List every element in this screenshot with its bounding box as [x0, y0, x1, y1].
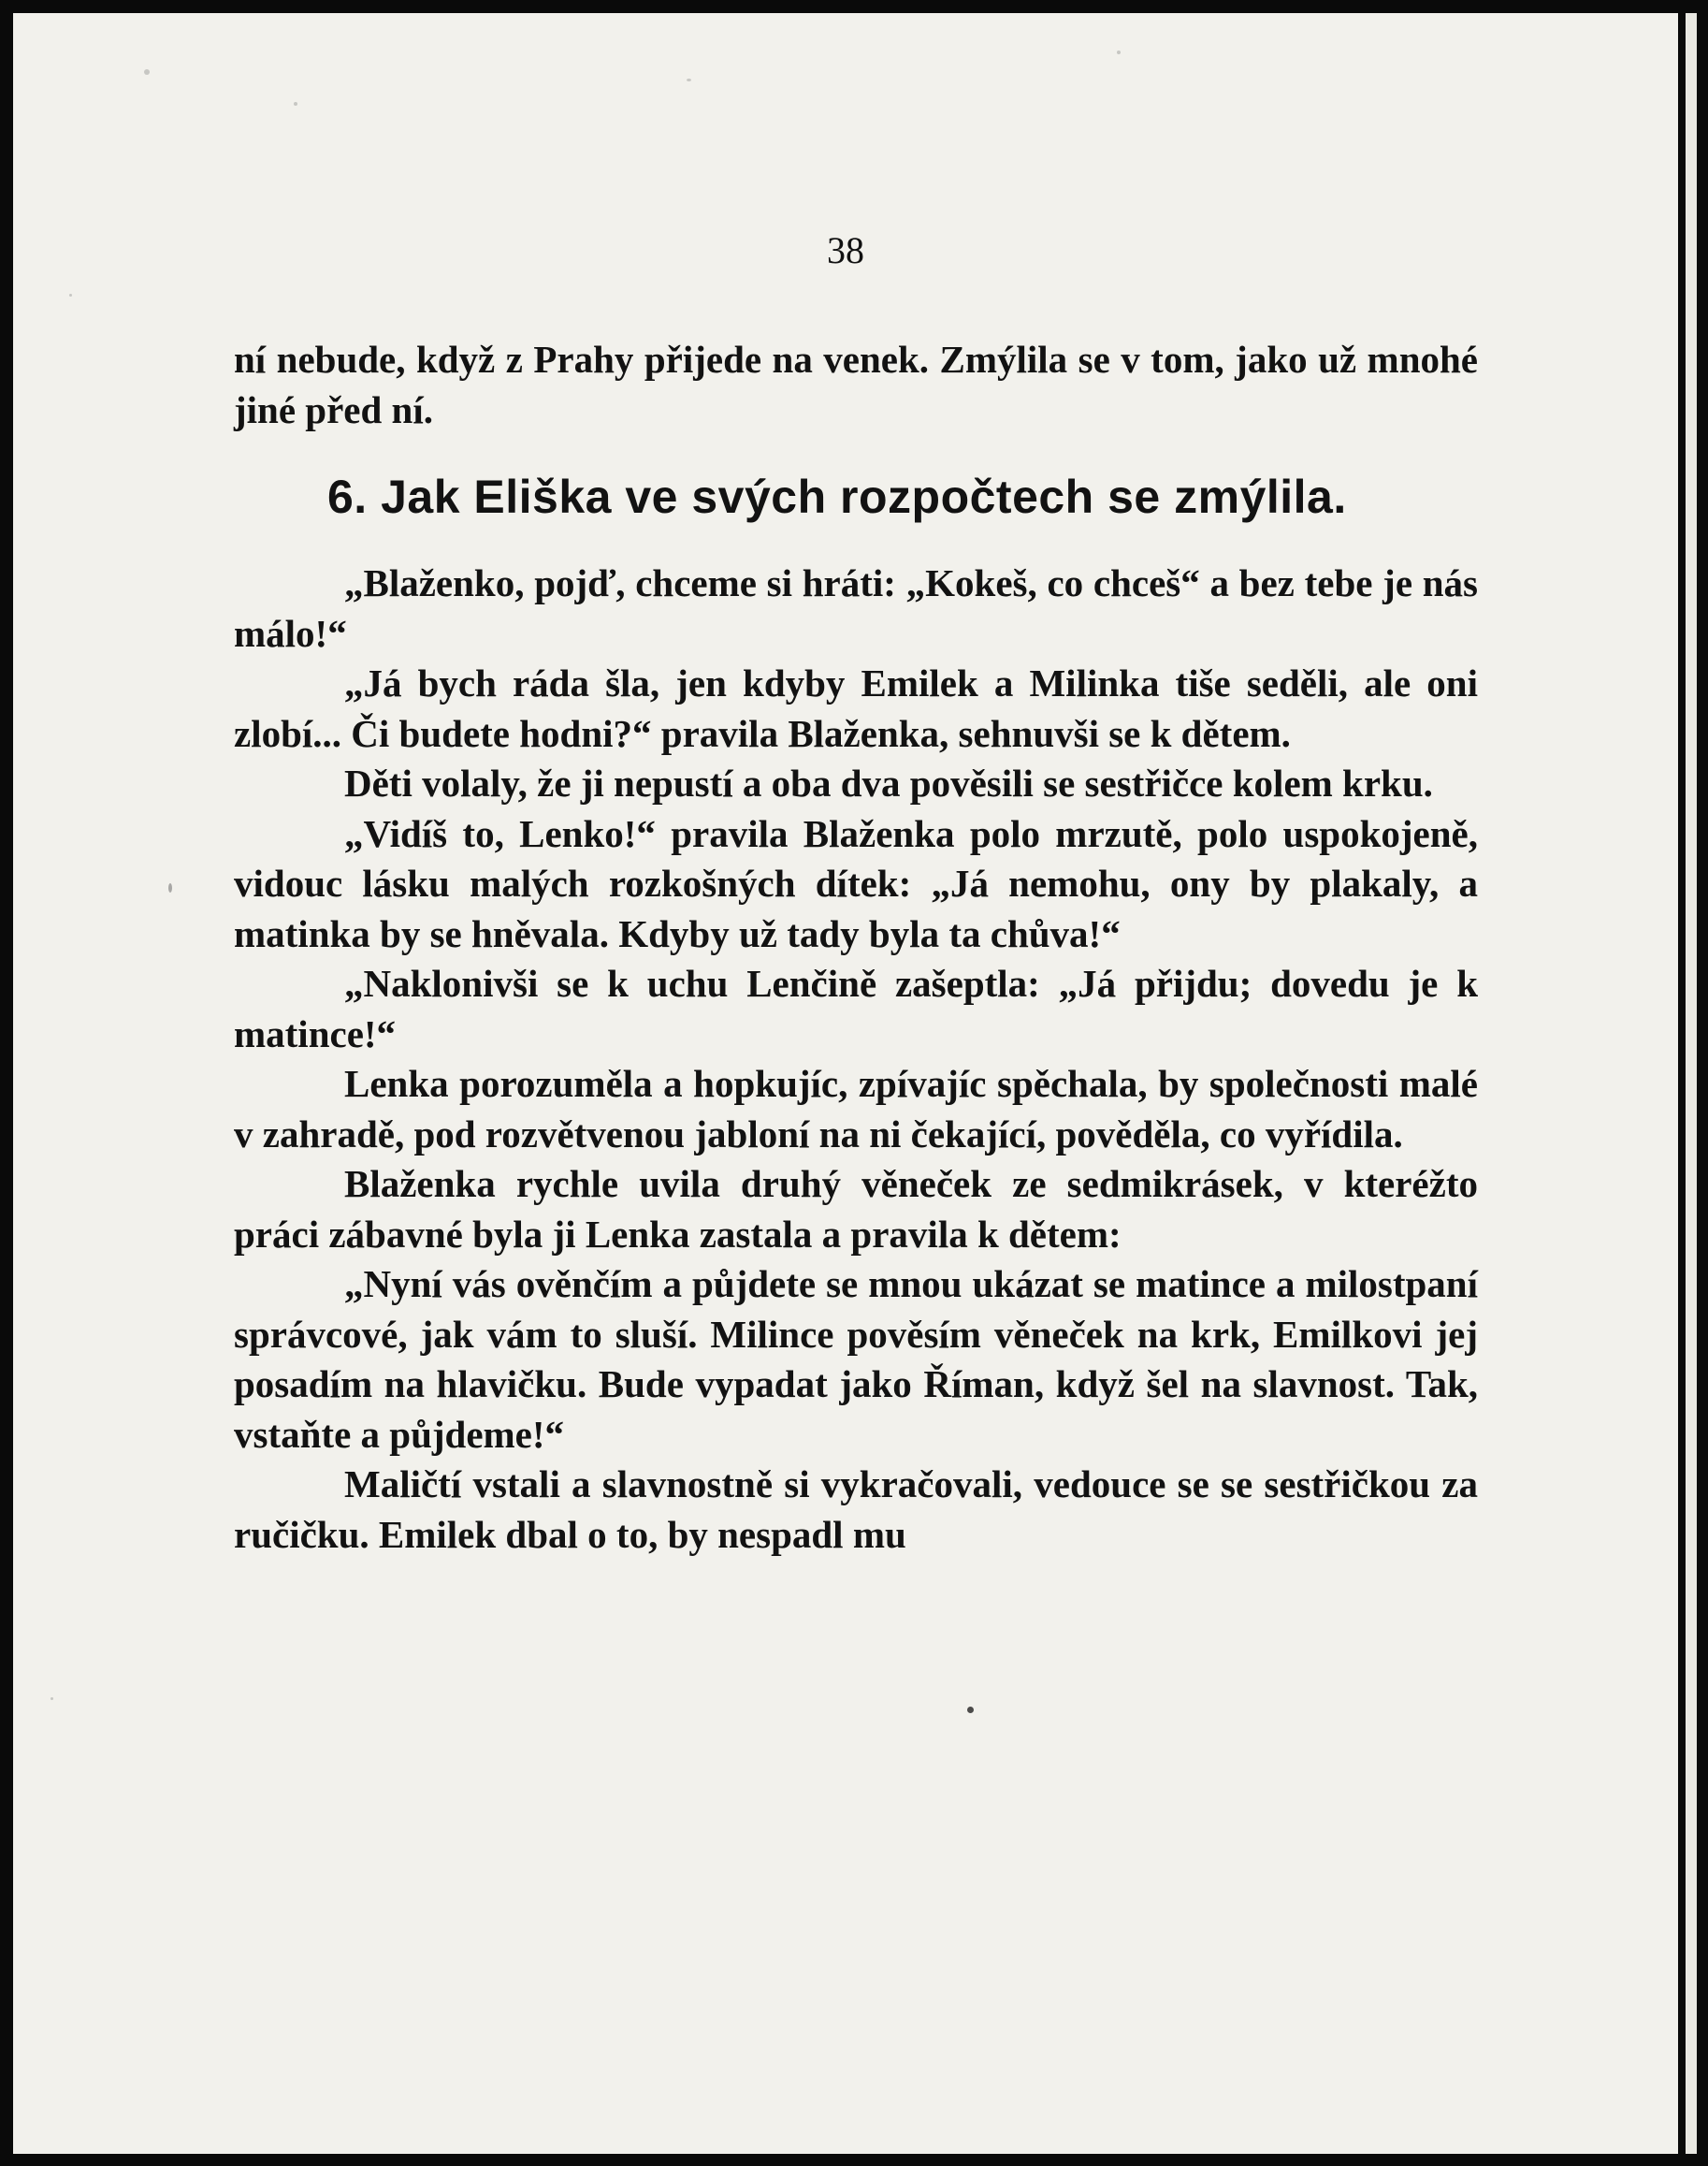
book-page — [13, 13, 1678, 2154]
paragraph: Maličtí vstali a slavnostně si vykračovali, vedouce se se sestřičkou za ručičku. Emilek dbal o to, by nespadl mu — [234, 1462, 1478, 1556]
paragraph: „Blaženko, pojď, chceme si hráti: „Kokeš, co chceš“ a bez tebe je nás málo!“ — [234, 561, 1478, 655]
paragraph: „Naklonivši se k uchu Lenčině zašeptla: „Já přijdu; dovedu je k matince!“ — [234, 962, 1478, 1055]
paragraph: Lenka porozuměla a hopkujíc, zpívajíc spěchala, by společnosti malé v zahradě, pod rozvětvenou jabloní na ni čekající, pověděla, co vyřídila. — [234, 1062, 1478, 1156]
paragraph: ní nebude, když z Prahy přijede na venek. Zmýlila se v tom, jako už mnohé jiné před ní. — [234, 338, 1478, 431]
paragraph: Děti volaly, že ji nepustí a oba dva pověsili se sestřičce kolem krku. — [344, 762, 1433, 805]
next-page-sliver — [1686, 13, 1697, 2154]
paragraph: Blaženka rychle uvila druhý věneček ze sedmikrásek, v kteréžto práci zábavné byla ji Lenka zastala a pravila k dětem: — [234, 1162, 1478, 1256]
body-text — [234, 335, 1478, 1560]
chapter-heading: 6. Jak Eliška ve svých rozpočtech se zmýlila. — [327, 471, 1347, 523]
paragraph: „Já bych ráda šla, jen kdyby Emilek a Milinka tiše seděli, ale oni zlobí... Či budete hodni?“ pravila Blaženka, sehnuvši se k dětem. — [234, 661, 1478, 755]
paragraph: „Vidíš to, Lenko!“ pravila Blaženka polo mrzutě, polo uspokojeně, vidouc lásku malých rozkošných dítek: „Já nemohu, ony by plakaly, a matinka by se hněvala. Kdyby už tady byla ta chůva!“ — [234, 811, 1478, 955]
paragraph: „Nyní vás ověnčím a půjdete se mnou ukázat se matince a milostpaní správcové, jak vám to sluší. Milince pověsím věneček na krk, Emilkovi jej posadím na hlavičku. Bude vypadat jako Říman, když šel na slavnost. Tak, vstaňte a půjdeme!“ — [234, 1262, 1478, 1456]
page-number: 38 — [827, 229, 864, 271]
adjacent-page-edge — [1678, 13, 1708, 2154]
